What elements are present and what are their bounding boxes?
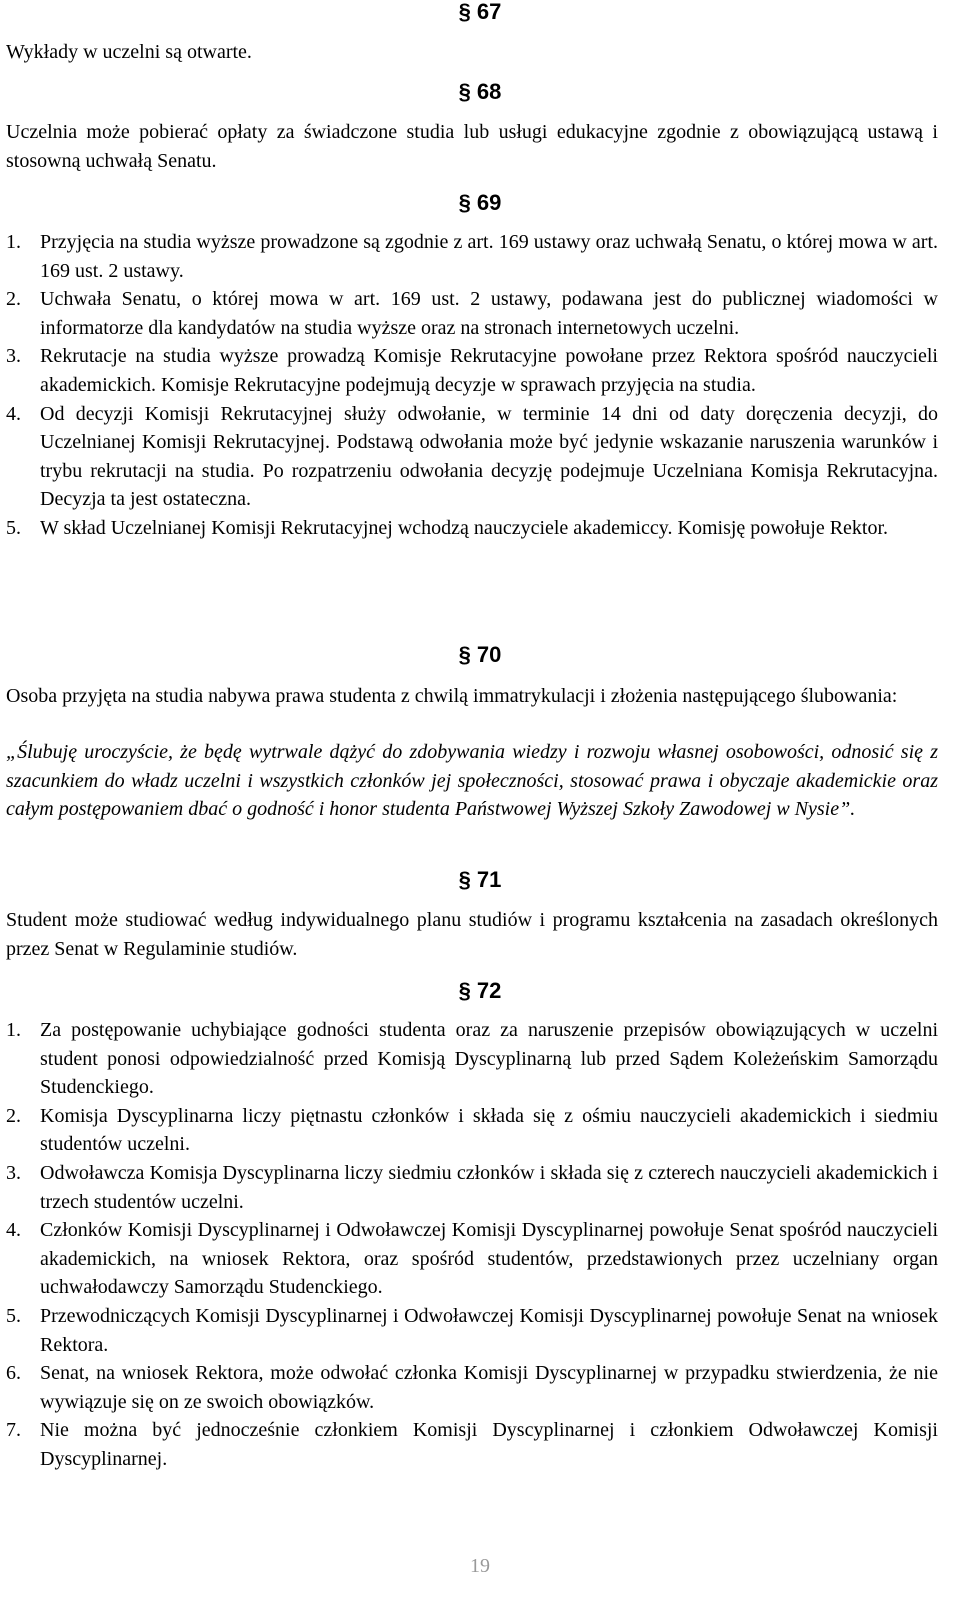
list-item-number: 1.: [6, 1019, 21, 1041]
page-number: 19: [470, 1555, 490, 1577]
list-item-number: 3.: [6, 345, 21, 368]
list-item-text: Odwoławcza Komisja Dyscyplinarna liczy siedmiu członków i składa się z czterech nauczycieli akademickich i trzech studentów uczelni.: [40, 1161, 938, 1213]
list-item-text: Od decyzji Komisji Rekrutacyjnej służy odwołanie, w terminie 14 dni od daty doręczenia decyzji, do Uczelnianej Komisji Rekrutacyjnej. Podstawą odwołania może być jedynie wskazanie naruszenia warunków i trybu rekrutacji na studia. Po rozpatrzeniu odwołania decyzję podejmuje Uczelniana Komisja Rekrutacyjna. Decyzja ta jest ostateczna.: [40, 402, 938, 511]
section-69-list: [6, 228, 938, 543]
list-item: [6, 1159, 938, 1216]
paragraph-67: Wykłady w uczelni są otwarte.: [6, 41, 252, 63]
list-item-number: 4.: [6, 1219, 21, 1242]
list-item: [6, 400, 938, 514]
list-item-text: Uchwała Senatu, o której mowa w art. 169 ust. 2 ustawy, podawana jest do publicznej wiadomości w informatorze dla kandydatów na studia wyższe oraz na stronach internetowych uczelni.: [40, 288, 938, 339]
list-item-number: 3.: [6, 1161, 21, 1184]
paragraph-70: Osoba przyjęta na studia nabywa prawa studenta z chwilą immatrykulacji i złożenia następującego ślubowania:: [6, 685, 898, 707]
list-item: [6, 1016, 938, 1102]
section-heading-68: § 68: [458, 79, 502, 104]
list-item-number: 6.: [6, 1362, 21, 1385]
list-item-text: Przewodniczących Komisji Dyscyplinarnej i Odwoławczej Komisji Dyscyplinarnej powołuje Senat na wniosek Rektora.: [40, 1304, 938, 1356]
list-item-number: 5.: [6, 1304, 21, 1327]
list-item-number: 7.: [6, 1419, 21, 1442]
list-item: [6, 1416, 938, 1473]
list-item-text: Komisja Dyscyplinarna liczy piętnastu członków i składa się z ośmiu nauczycieli akademickich i siedmiu studentów uczelni.: [40, 1104, 938, 1156]
oath-text: „Ślubuję uroczyście, że będę wytrwale dążyć do zdobywania wiedzy i rozwoju własnej osobowości, odnosić się z szacunkiem do władz uczelni i wszystkich członków jej społeczności, stosować prawa i obyczaje akademickie oraz całym postępowaniem dbać o godność i honor studenta Państwowej Wyższej Szkoły Zawodowej w Nysie”.: [6, 741, 938, 821]
list-item: [6, 1216, 938, 1302]
list-item-text: Członków Komisji Dyscyplinarnej i Odwoławczej Komisji Dyscyplinarnej powołuje Senat spośród nauczycieli akademickich, na wniosek Rektora, oraz spośród studentów, przedstawionych przez uczelniany organ uchwałodawczy Samorządu Studenckiego.: [40, 1219, 938, 1299]
section-72-list: [6, 1016, 938, 1474]
section-heading-69: § 69: [458, 190, 502, 215]
section-heading-70: § 70: [458, 642, 502, 667]
section-heading-72: § 72: [458, 978, 502, 1003]
list-item-text: Nie można być jednocześnie członkiem Komisji Dyscyplinarnej i członkiem Odwoławczej Komisji Dyscyplinarnej.: [40, 1419, 938, 1470]
list-item-number: 1.: [6, 231, 21, 253]
list-item-text: Za postępowanie uchybiające godności studenta oraz za naruszenie przepisów obowiązujących w uczelni student ponosi odpowiedzialność przed Komisją Dyscyplinarną lub przed Sądem Koleżeńskim Samorządu Studenckiego.: [40, 1019, 938, 1099]
list-item: [6, 1359, 938, 1416]
list-item-text: W skład Uczelnianej Komisji Rekrutacyjnej wchodzą nauczyciele akademiccy. Komisję powołuje Rektor.: [40, 516, 889, 539]
list-item: [6, 285, 938, 342]
section-heading-67: § 67: [458, 0, 502, 24]
section-heading-71: § 71: [458, 867, 502, 892]
list-item: [6, 1102, 938, 1159]
list-item-number: 5.: [6, 516, 21, 539]
list-item: [6, 514, 938, 543]
list-item-text: Rekrutacje na studia wyższe prowadzą Komisje Rekrutacyjne powołane przez Rektora spośród nauczycieli akademickich. Komisje Rekrutacyjne podejmują decyzje w sprawach przyjęcia na studia.: [40, 345, 938, 396]
paragraph-71: Student może studiować według indywidualnego planu studiów i programu kształcenia na zasadach określonych przez Senat w Regulaminie studiów.: [6, 909, 938, 960]
paragraph-68: Uczelnia może pobierać opłaty za świadczone studia lub usługi edukacyjne zgodnie z obowiązującą ustawą i stosowną uchwałą Senatu.: [6, 121, 938, 172]
list-item: [6, 342, 938, 399]
list-item: [6, 228, 938, 285]
list-item-number: 2.: [6, 288, 21, 311]
list-item-number: 2.: [6, 1104, 21, 1127]
list-item-number: 4.: [6, 402, 21, 425]
list-item-text: Przyjęcia na studia wyższe prowadzone są zgodnie z art. 169 ustawy oraz uchwałą Senatu, o której mowa w art. 169 ust. 2 ustawy.: [40, 231, 938, 282]
list-item: [6, 1302, 938, 1359]
list-item-text: Senat, na wniosek Rektora, może odwołać członka Komisji Dyscyplinarnej w przypadku stwierdzenia, że nie wywiązuje się on ze swoich obowiązków.: [40, 1362, 938, 1413]
